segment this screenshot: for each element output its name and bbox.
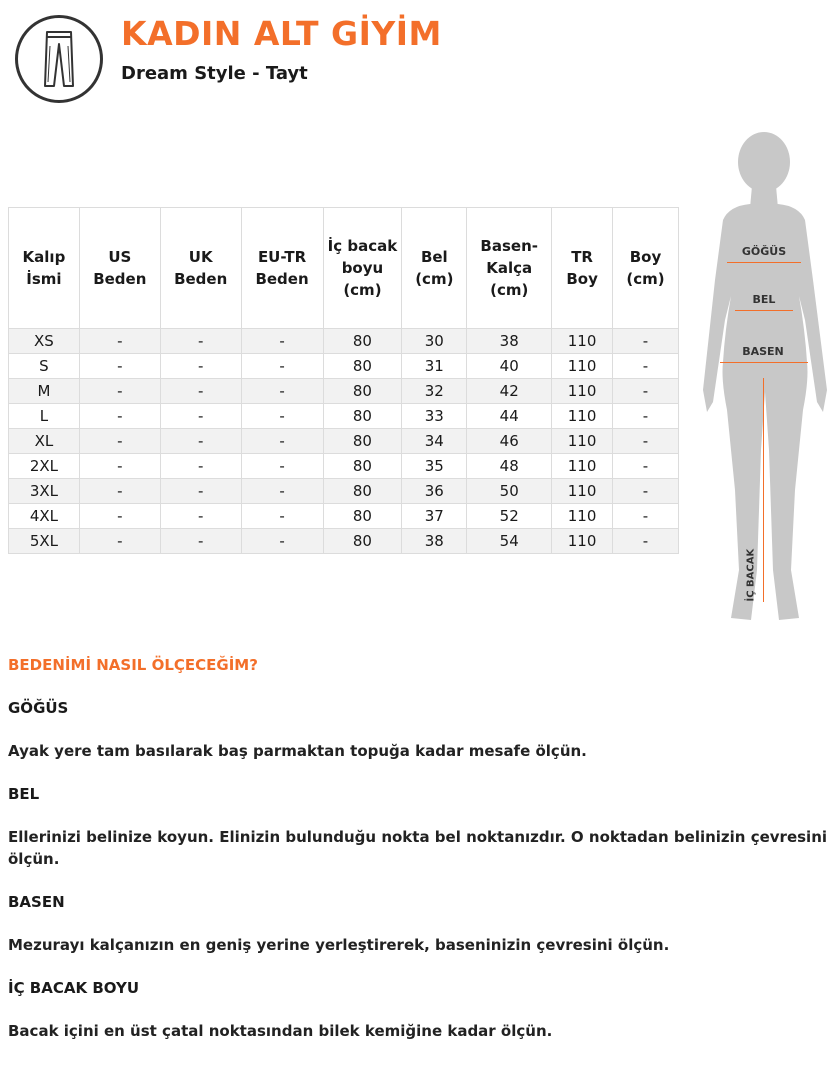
guide-term: BEL bbox=[8, 785, 40, 803]
guide-term: İÇ BACAK BOYU bbox=[8, 979, 140, 997]
table-cell: 80 bbox=[323, 479, 402, 504]
table-cell: 3XL bbox=[9, 479, 80, 504]
size-table bbox=[8, 207, 679, 554]
table-row bbox=[9, 404, 679, 429]
header-bel: Bel (cm) bbox=[402, 208, 467, 329]
table-cell: 80 bbox=[323, 529, 402, 554]
table-row bbox=[9, 479, 679, 504]
table-cell: 80 bbox=[323, 429, 402, 454]
table-cell: - bbox=[241, 404, 323, 429]
table-cell: 50 bbox=[467, 479, 552, 504]
header-kalip-ismi: Kalıp İsmi bbox=[9, 208, 80, 329]
table-cell: 40 bbox=[467, 354, 552, 379]
table-cell: 48 bbox=[467, 454, 552, 479]
table-cell: 44 bbox=[467, 404, 552, 429]
table-cell: - bbox=[613, 479, 679, 504]
guide-section-inseam bbox=[8, 977, 828, 1042]
table-cell: - bbox=[79, 529, 160, 554]
table-cell: - bbox=[160, 429, 241, 454]
table-cell: 36 bbox=[402, 479, 467, 504]
table-cell: - bbox=[241, 354, 323, 379]
table-cell: - bbox=[613, 454, 679, 479]
table-cell: - bbox=[79, 354, 160, 379]
table-cell: 80 bbox=[323, 379, 402, 404]
guide-text: Ellerinizi belinize koyun. Elinizin bulunduğu nokta bel noktanızdır. O noktadan belinizin çevresini ölçün. bbox=[8, 828, 828, 868]
table-cell: - bbox=[241, 429, 323, 454]
table-cell: - bbox=[613, 504, 679, 529]
header-eu-tr-beden: EU-TR Beden bbox=[241, 208, 323, 329]
table-cell: XS bbox=[9, 329, 80, 354]
table-cell: 35 bbox=[402, 454, 467, 479]
table-cell: 80 bbox=[323, 354, 402, 379]
table-cell: 54 bbox=[467, 529, 552, 554]
table-row bbox=[9, 529, 679, 554]
table-cell: - bbox=[241, 329, 323, 354]
table-cell: 32 bbox=[402, 379, 467, 404]
table-cell: - bbox=[160, 529, 241, 554]
table-cell: 2XL bbox=[9, 454, 80, 479]
guide-section-hip bbox=[8, 891, 828, 956]
table-row bbox=[9, 329, 679, 354]
table-cell: 110 bbox=[552, 354, 613, 379]
leggings-icon bbox=[15, 15, 103, 103]
table-cell: - bbox=[613, 529, 679, 554]
table-header-row bbox=[9, 208, 679, 329]
header-basen-kalca: Basen-Kalça (cm) bbox=[467, 208, 552, 329]
table-row bbox=[9, 454, 679, 479]
table-cell: - bbox=[160, 479, 241, 504]
table-cell: - bbox=[613, 379, 679, 404]
table-cell: 110 bbox=[552, 504, 613, 529]
table-cell: 42 bbox=[467, 379, 552, 404]
guide-text: Ayak yere tam basılarak baş parmaktan topuğa kadar mesafe ölçün. bbox=[8, 742, 587, 760]
table-cell: - bbox=[79, 329, 160, 354]
table-row bbox=[9, 379, 679, 404]
table-cell: - bbox=[79, 454, 160, 479]
guide-section-waist bbox=[8, 783, 828, 870]
guide-section-chest bbox=[8, 697, 828, 762]
table-cell: - bbox=[79, 404, 160, 429]
table-cell: 46 bbox=[467, 429, 552, 454]
table-cell: - bbox=[613, 404, 679, 429]
hip-measure-line bbox=[720, 362, 808, 363]
table-cell: 5XL bbox=[9, 529, 80, 554]
guide-term: BASEN bbox=[8, 893, 65, 911]
guide-heading: BEDENİMİ NASIL ÖLÇECEĞİM? bbox=[8, 656, 258, 674]
table-cell: 110 bbox=[552, 404, 613, 429]
inseam-measure-line bbox=[763, 378, 764, 602]
table-cell: L bbox=[9, 404, 80, 429]
table-cell: - bbox=[241, 529, 323, 554]
inseam-label: İÇ BACAK bbox=[745, 548, 757, 602]
table-cell: - bbox=[160, 504, 241, 529]
table-cell: 110 bbox=[552, 529, 613, 554]
table-cell: 110 bbox=[552, 429, 613, 454]
header-uk-beden: UK Beden bbox=[160, 208, 241, 329]
body-measurement-figure bbox=[695, 130, 837, 630]
table-cell: - bbox=[241, 504, 323, 529]
table-cell: - bbox=[241, 454, 323, 479]
table-cell: - bbox=[79, 504, 160, 529]
product-subtitle: Dream Style - Tayt bbox=[121, 63, 308, 84]
guide-text: Mezurayı kalçanızın en geniş yerine yerleştirerek, baseninizin çevresini ölçün. bbox=[8, 936, 670, 954]
header-boy: Boy (cm) bbox=[613, 208, 679, 329]
hip-label: BASEN bbox=[742, 345, 784, 358]
table-cell: - bbox=[241, 379, 323, 404]
table-cell: 31 bbox=[402, 354, 467, 379]
table-cell: - bbox=[160, 354, 241, 379]
table-cell: - bbox=[79, 479, 160, 504]
table-cell: 110 bbox=[552, 454, 613, 479]
table-cell: 80 bbox=[323, 329, 402, 354]
table-cell: 80 bbox=[323, 504, 402, 529]
header-us-beden: US Beden bbox=[79, 208, 160, 329]
table-cell: - bbox=[160, 329, 241, 354]
table-cell: 37 bbox=[402, 504, 467, 529]
table-cell: 52 bbox=[467, 504, 552, 529]
guide-text: Bacak içini en üst çatal noktasından bilek kemiğine kadar ölçün. bbox=[8, 1022, 553, 1040]
table-row bbox=[9, 504, 679, 529]
table-cell: - bbox=[79, 379, 160, 404]
table-cell: 33 bbox=[402, 404, 467, 429]
waist-label: BEL bbox=[752, 293, 776, 306]
table-cell: - bbox=[613, 429, 679, 454]
waist-measure-line bbox=[735, 310, 793, 311]
chest-measure-line bbox=[727, 262, 801, 263]
table-cell: S bbox=[9, 354, 80, 379]
chest-label: GÖĞÜS bbox=[741, 245, 787, 258]
table-row bbox=[9, 354, 679, 379]
table-cell: XL bbox=[9, 429, 80, 454]
table-cell: 110 bbox=[552, 329, 613, 354]
table-cell: - bbox=[241, 479, 323, 504]
table-cell: - bbox=[613, 354, 679, 379]
table-cell: M bbox=[9, 379, 80, 404]
guide-term: GÖĞÜS bbox=[8, 699, 69, 717]
table-cell: 110 bbox=[552, 479, 613, 504]
table-cell: - bbox=[613, 329, 679, 354]
table-row bbox=[9, 429, 679, 454]
table-cell: 80 bbox=[323, 454, 402, 479]
table-cell: 30 bbox=[402, 329, 467, 354]
table-cell: 80 bbox=[323, 404, 402, 429]
table-cell: - bbox=[79, 429, 160, 454]
table-cell: 34 bbox=[402, 429, 467, 454]
table-cell: - bbox=[160, 404, 241, 429]
table-cell: 110 bbox=[552, 379, 613, 404]
header-ic-bacak-boyu: İç bacak boyu (cm) bbox=[323, 208, 402, 329]
measurement-guide bbox=[8, 654, 828, 1063]
table-cell: - bbox=[160, 454, 241, 479]
page-title: KADIN ALT GİYİM bbox=[121, 14, 442, 53]
table-cell: 4XL bbox=[9, 504, 80, 529]
table-cell: 38 bbox=[402, 529, 467, 554]
header-tr-boy: TR Boy bbox=[552, 208, 613, 329]
table-cell: 38 bbox=[467, 329, 552, 354]
table-cell: - bbox=[160, 379, 241, 404]
